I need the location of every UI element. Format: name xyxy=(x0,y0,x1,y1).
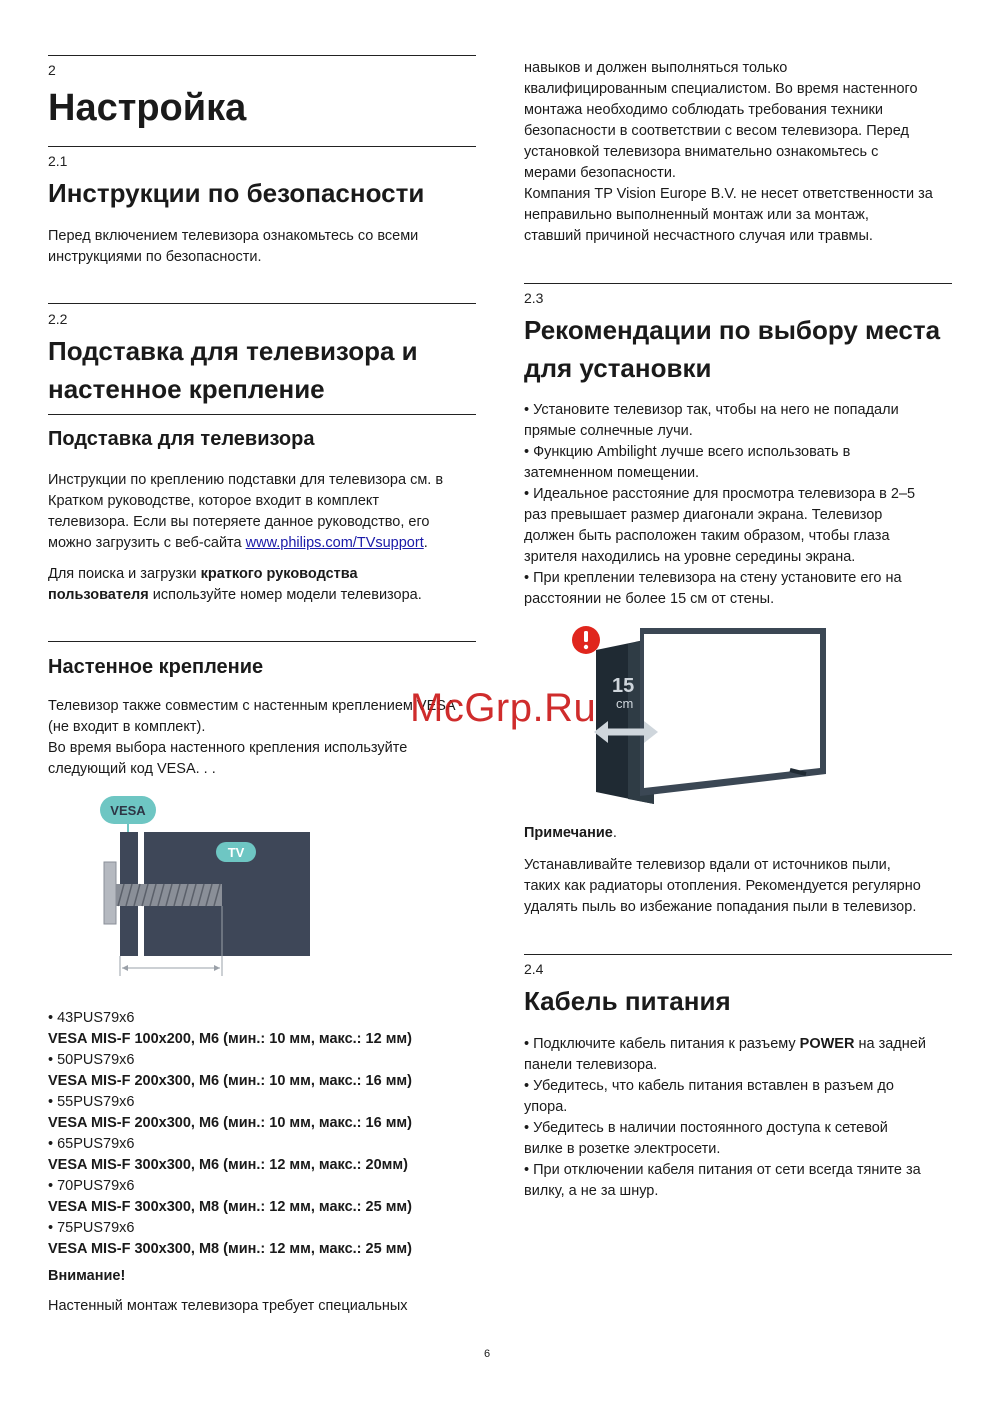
placement-list xyxy=(524,400,954,610)
text-line: Во время выбора настенного крепления используйте xyxy=(48,740,408,756)
wall-subtitle: Настенное крепление xyxy=(48,656,264,678)
section-2-1-title: Инструкции по безопасности xyxy=(48,178,425,208)
list-line: • При креплении телевизора на стену установите его на xyxy=(524,570,902,586)
stand-subtitle: Подставка для телевизора xyxy=(48,428,315,450)
text-line xyxy=(48,564,478,585)
note-paragraph xyxy=(524,855,964,918)
dimension-arrow-right xyxy=(214,965,220,971)
list-line: упора. xyxy=(524,1099,568,1115)
list-line: прямые солнечные лучи. xyxy=(524,423,693,439)
wall-distance-illustration xyxy=(570,624,836,810)
wall-warning-continued xyxy=(524,58,954,247)
text-line: Перед включением телевизора ознакомьтесь со всеми xyxy=(48,228,419,244)
list-line: • Идеальное расстояние для просмотра телевизора в 2–5 xyxy=(524,486,916,502)
text-line: неправильно выполненный монтаж или за монтаж, xyxy=(524,207,869,223)
list-line: расстоянии не более 15 см от стены. xyxy=(524,591,775,607)
list-line: должен быть расположен таким образом, чтобы глаза xyxy=(524,528,890,544)
note-heading xyxy=(524,823,617,844)
stand-paragraph xyxy=(48,470,478,554)
warning-icon-bar xyxy=(584,631,588,642)
section-2-4-rule xyxy=(524,954,952,955)
text-line: Компания TP Vision Europe B.V. не несет ответственности за xyxy=(524,186,933,202)
model-spec: VESA MIS-F 300x300, M8 (мин.: 12 мм, макс.: 25 мм) xyxy=(48,1241,412,1257)
text-line: удалять пыль во избежание попадания пыли в телевизор. xyxy=(524,899,917,915)
text-line: инструкциями по безопасности. xyxy=(48,249,262,265)
text-line: (не входит в комплект). xyxy=(48,719,206,735)
text-line: следующий код VESA. . . xyxy=(48,761,216,777)
list-line: • Убедитесь в наличии постоянного доступа к сетевой xyxy=(524,1120,888,1136)
model-spec: VESA MIS-F 200x300, M6 (мин.: 10 мм, макс.: 16 мм) xyxy=(48,1115,412,1131)
stand-search-paragraph xyxy=(48,564,478,606)
text-line: навыков и должен выполняться только xyxy=(524,60,788,76)
chapter-title: Настройка xyxy=(48,87,247,129)
model-spec: VESA MIS-F 300x300, M6 (мин.: 12 мм, макс.: 20мм) xyxy=(48,1157,408,1173)
tv-screen xyxy=(644,634,820,788)
list-line: затемненном помещении. xyxy=(524,465,700,481)
list-line: • Функцию Ambilight лучше всего использовать в xyxy=(524,444,851,460)
page-number: 6 xyxy=(484,1348,491,1360)
text-line: таких как радиаторы отопления. Рекомендуется регулярно xyxy=(524,878,921,894)
text-line: безопасности в соответствии с весом телевизора. Перед xyxy=(524,123,909,139)
vesa-model-list xyxy=(48,1008,488,1260)
model-item: • 50PUS79x6 xyxy=(48,1052,135,1068)
text-line: мерами безопасности. xyxy=(524,165,676,181)
section-2-1-number: 2.1 xyxy=(48,153,68,169)
model-item: • 55PUS79x6 xyxy=(48,1094,135,1110)
stand-rule xyxy=(48,414,476,415)
text-fragment: на задней xyxy=(854,1036,926,1052)
list-line: панели телевизора. xyxy=(524,1057,658,1073)
section-2-3-title xyxy=(524,311,964,387)
section-2-4-number: 2.4 xyxy=(524,961,544,977)
text-line: Инструкции по креплению подставки для телевизора см. в xyxy=(48,472,444,488)
section-2-3-rule xyxy=(524,283,952,284)
chapter-rule xyxy=(48,55,476,56)
chapter-number: 2 xyxy=(48,62,56,78)
vesa-badge: VESA xyxy=(110,803,146,818)
vesa-mount-illustration xyxy=(96,796,316,980)
section-2-1-text xyxy=(48,226,476,268)
title-line: для установки xyxy=(524,353,712,383)
text-line: установкой телевизора внимательно ознакомьтесь с xyxy=(524,144,879,160)
list-line: зрителя находились на уровне середины экрана. xyxy=(524,549,856,565)
text-line xyxy=(48,585,478,606)
model-item: • 70PUS79x6 xyxy=(48,1178,135,1194)
model-item: • 75PUS79x6 xyxy=(48,1220,135,1236)
list-line: • При отключении кабеля питания от сети всегда тяните за xyxy=(524,1162,921,1178)
list-line xyxy=(524,1034,964,1055)
list-line: • Установите телевизор так, чтобы на него не попадали xyxy=(524,402,899,418)
text-line: Устанавливайте телевизор вдали от источников пыли, xyxy=(524,857,891,873)
title-line: Подставка для телевизора и xyxy=(48,336,418,366)
text-line xyxy=(48,533,478,554)
section-2-2-number: 2.2 xyxy=(48,311,68,327)
text-fragment: используйте номер модели телевизора. xyxy=(148,587,422,603)
model-item: • 43PUS79x6 xyxy=(48,1010,135,1026)
list-line: вилку, а не за шнур. xyxy=(524,1183,659,1199)
text-fragment: можно загрузить с веб-сайта xyxy=(48,535,246,551)
wall-warning-start: Настенный монтаж телевизора требует специальных xyxy=(48,1298,408,1314)
section-2-1-rule xyxy=(48,146,476,147)
power-cable-list xyxy=(524,1034,964,1202)
wall-bracket xyxy=(104,862,116,924)
text-fragment: . xyxy=(423,535,428,551)
text-fragment: Для поиска и загрузки xyxy=(48,566,201,582)
list-line: раз превышает размер диагонали экрана. Телевизор xyxy=(524,507,883,523)
bold-text: пользователя xyxy=(48,587,149,603)
watermark: McGrp.Ru xyxy=(410,686,597,730)
distance-unit: cm xyxy=(616,696,634,711)
bold-text: POWER xyxy=(799,1036,855,1052)
text-fragment: • Подключите кабель питания к разъему xyxy=(524,1036,800,1052)
text-line: Телевизор также совместим с настенным креплением VESA xyxy=(48,698,456,714)
text-line: ставший причиной несчастного случая или травмы. xyxy=(524,228,873,244)
title-line: Рекомендации по выбору места xyxy=(524,315,941,345)
text-line: квалифицированным специалистом. Во время настенного xyxy=(524,81,918,97)
section-2-2-rule xyxy=(48,303,476,304)
text-line: монтажа необходимо соблюдать требования техники xyxy=(524,102,883,118)
wall-rule xyxy=(48,641,476,642)
text-line: телевизора. Если вы потеряете данное руководство, его xyxy=(48,514,430,530)
list-line: вилке в розетке электросети. xyxy=(524,1141,721,1157)
attention-label: Внимание! xyxy=(48,1268,126,1284)
title-line: настенное крепление xyxy=(48,374,325,404)
model-spec: VESA MIS-F 100x200, M6 (мин.: 10 мм, макс.: 12 мм) xyxy=(48,1031,412,1047)
model-spec: VESA MIS-F 300x300, M8 (мин.: 12 мм, макс.: 25 мм) xyxy=(48,1199,412,1215)
list-line: • Убедитесь, что кабель питания вставлен в разъем до xyxy=(524,1078,894,1094)
tv-badge: TV xyxy=(227,845,245,860)
note-label: Примечание xyxy=(524,825,613,841)
model-spec: VESA MIS-F 200x300, M6 (мин.: 10 мм, макс.: 16 мм) xyxy=(48,1073,412,1089)
distance-value: 15 xyxy=(612,675,635,697)
section-2-2-title xyxy=(48,332,476,408)
dimension-arrow-left xyxy=(122,965,128,971)
section-2-4-title: Кабель питания xyxy=(524,986,731,1016)
warning-icon-dot xyxy=(584,645,588,649)
philips-support-link[interactable]: www.philips.com/TVsupport xyxy=(245,535,424,551)
text-line: Кратком руководстве, которое входит в комплект xyxy=(48,493,380,509)
model-item: • 65PUS79x6 xyxy=(48,1136,135,1152)
note-dot: . xyxy=(612,825,617,841)
section-2-3-number: 2.3 xyxy=(524,290,544,306)
bold-text: краткого руководства xyxy=(200,566,358,582)
